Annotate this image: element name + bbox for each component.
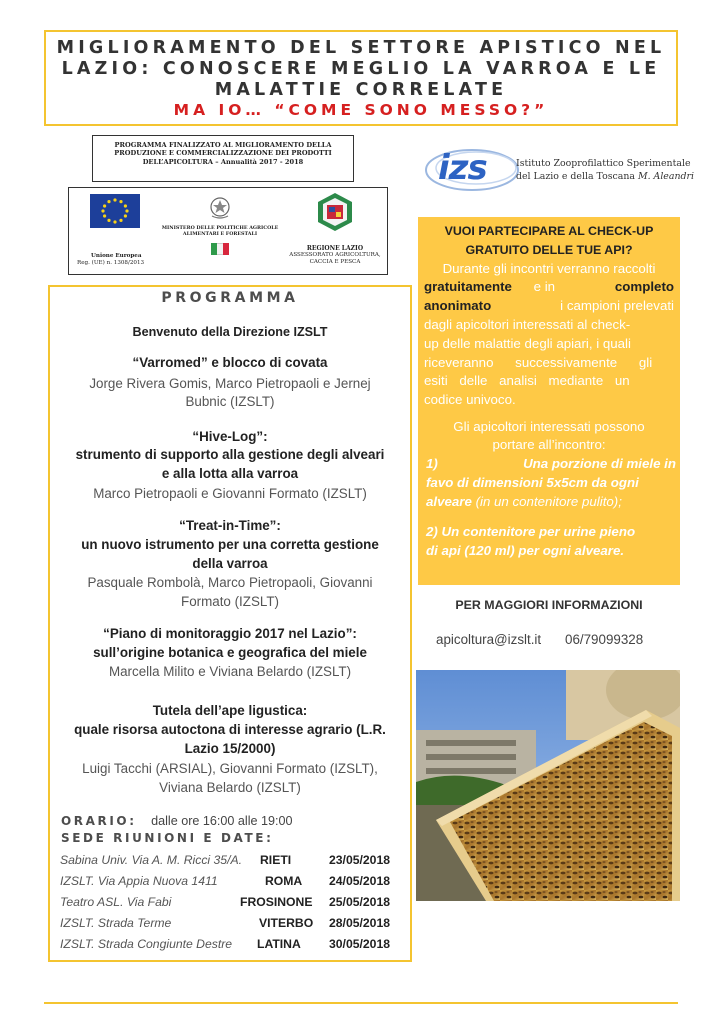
italian-flag-icon xyxy=(211,243,229,255)
program-line-1: PROGRAMMA FINALIZZATO AL MIGLIORAMENTO DELLA xyxy=(114,141,332,149)
talk2-line-2: e alla lotta alla varroa xyxy=(161,466,299,481)
checkup-intro: Durante gli incontri verranno raccolti xyxy=(442,261,656,276)
schedule-row xyxy=(60,892,390,913)
schedule-row xyxy=(60,913,390,934)
talk1-speakers-1: Jorge Rivera Gomis, Marco Pietropaoli e Jernej xyxy=(89,376,371,391)
program-line-3: DELL’APICOLTURA – Annualità 2017 - 2018 xyxy=(142,157,304,166)
orario-label: ORARIO: xyxy=(61,814,137,828)
funding-logos-panel xyxy=(68,133,388,275)
talk1-title xyxy=(50,354,410,373)
checkup-heading-1: VUOI PARTECIPARE AL CHECK-UP xyxy=(444,224,654,238)
talk3-speakers-2: Formato (IZSLT) xyxy=(181,594,279,609)
program-funding-box xyxy=(92,135,354,182)
checkup-bring-2: portare all’incontro: xyxy=(492,437,606,452)
eu-logo-cell xyxy=(73,188,157,274)
schedule-row xyxy=(60,934,390,955)
schedule-location: Sabina Univ. Via A. M. Ricci 35/A. xyxy=(60,853,242,867)
checkup-item2-line-2: di api (120 ml) per ogni alveare. xyxy=(426,543,625,558)
bottom-divider xyxy=(44,1002,678,1004)
izs-logo-text: izs xyxy=(438,148,487,188)
beekeeping-photo xyxy=(416,670,680,901)
programme-box xyxy=(48,285,412,962)
info-heading: PER MAGGIORI INFORMAZIONI xyxy=(455,598,643,612)
checkup-e-in: e in xyxy=(533,279,556,294)
talk5-speakers-1: Luigi Tacchi (ARSIAL), Giovanni Formato (IZSLT), xyxy=(82,761,378,776)
bee-frame-photo-image xyxy=(416,670,680,901)
regione-lazio-crest-icon xyxy=(316,192,354,232)
schedule-date: 23/05/2018 xyxy=(329,853,390,867)
schedule-date: 28/05/2018 xyxy=(329,916,390,930)
checkup-gratuit: gratuitamente xyxy=(424,279,512,294)
checkup-rest-1: dagli apicoltori interessati al check- xyxy=(424,317,631,332)
checkup-rest-5: codice univoco. xyxy=(424,392,516,407)
subtitle: MA IO… “COME SONO MESSO?” xyxy=(173,101,549,119)
welcome-line: Benvenuto della Direzione IZSLT xyxy=(132,325,328,339)
region-sub-1: ASSESSORATO AGRICOLTURA, xyxy=(289,252,381,258)
region-logo-cell xyxy=(283,188,387,274)
talk4-line-1: sull’origine botanica e geografica del miele xyxy=(93,645,367,660)
izs-line-1: Istituto Zooprofilattico Sperimentale xyxy=(516,158,691,169)
checkup-rest-0: i campioni prelevati xyxy=(560,298,674,313)
sede-label: SEDE RIUNIONI E DATE: xyxy=(61,831,274,845)
izs-line-2-text: del Lazio e della Toscana xyxy=(516,171,635,182)
schedule-date: 25/05/2018 xyxy=(329,895,390,909)
schedule-city: VITERBO xyxy=(259,916,314,930)
talk3-title: “Treat-in-Time”: xyxy=(179,518,281,533)
schedule-city: LATINA xyxy=(257,937,301,951)
title-line-1: MIGLIORAMENTO DEL SETTORE APISTICO NEL xyxy=(56,38,666,58)
checkup-panel xyxy=(418,217,680,585)
talk5-line-2: Lazio 15/2000) xyxy=(184,741,276,756)
checkup-completo: completo xyxy=(614,279,674,294)
talk3-line-2: della varroa xyxy=(192,556,268,571)
italian-emblem-icon xyxy=(209,196,231,220)
checkup-rest-3: riceveranno successivamente gli xyxy=(424,355,653,370)
checkup-item1-line-1 xyxy=(426,455,676,474)
talk3-line-1: un nuovo istrumento per una corretta gestione xyxy=(81,537,379,552)
checkup-item1-line-3 xyxy=(426,493,676,512)
orario-row xyxy=(61,812,293,830)
region-sub-2: CACCIA E PESCA xyxy=(309,259,361,265)
talk2-line-1: strumento di supporto alla gestione degli alveari xyxy=(75,447,385,462)
checkup-item1-note: (in un contenitore pulito); xyxy=(475,494,622,509)
ministry-line-2: ALIMENTARI E FORESTALI xyxy=(182,231,258,237)
orario-value: dalle ore 16:00 alle 19:00 xyxy=(151,814,293,828)
checkup-anonimato: anonimato xyxy=(424,298,492,313)
schedule-row xyxy=(60,871,390,892)
eu-flag-icon xyxy=(90,194,140,228)
checkup-line-3 xyxy=(424,297,674,316)
talk5-title: Tutela dell’ape ligustica: xyxy=(152,703,308,718)
info-email[interactable]: apicoltura@izslt.it xyxy=(436,632,542,647)
checkup-heading-2: GRATUITO DELLE TUE API? xyxy=(465,243,633,257)
checkup-rest-2: up delle malattie degli apiari, i quali xyxy=(424,336,631,351)
checkup-item2-line-1: 2) Un contenitore per urine pieno xyxy=(426,524,636,539)
checkup-rest-4: esiti delle analisi mediante un xyxy=(424,373,630,388)
schedule-row xyxy=(60,850,390,871)
logos-row xyxy=(68,187,388,275)
talk5-speakers-2: Viviana Belardo (IZSLT) xyxy=(159,780,301,795)
schedule-location: IZSLT. Via Appia Nuova 1411 xyxy=(60,874,218,888)
title-line-2: LAZIO: CONOSCERE MEGLIO LA VARROA E LE xyxy=(61,59,661,79)
talk1-title-name: “Varromed” xyxy=(132,355,208,370)
checkup-line-2 xyxy=(424,278,674,297)
talk2-speakers: Marco Pietropaoli e Giovanni Formato (IZSLT) xyxy=(93,486,367,501)
schedule-city: ROMA xyxy=(265,874,303,888)
title-box xyxy=(44,30,678,126)
checkup-item1-line-2: favo di dimensioni 5x5cm da ogni xyxy=(426,475,639,490)
talk3-speakers-1: Pasquale Rombolà, Marco Pietropaoli, Giovanni xyxy=(87,575,373,590)
schedule-location: Teatro ASL. Via Fabi xyxy=(60,895,172,909)
schedule-city: RIETI xyxy=(260,853,292,867)
title-line-3: MALATTIE CORRELATE xyxy=(214,80,508,100)
checkup-item1-text-0: Una porzione di miele in xyxy=(523,456,676,471)
talk1-title-rest: e blocco di covata xyxy=(207,355,328,370)
talk4-speakers: Marcella Milito e Viviana Belardo (IZSLT) xyxy=(108,664,352,679)
talk1-speakers-2: Bubnic (IZSLT) xyxy=(185,394,275,409)
eu-label: Unione Europea xyxy=(91,253,142,259)
eu-reg: Reg. (UE) n. 1308/2013 xyxy=(77,260,145,266)
checkup-bring-1: Gli apicoltori interessati possono xyxy=(453,419,645,434)
izs-logo xyxy=(418,144,694,196)
talk5-line-1: quale risorsa autoctona di interesse agrario (L.R. xyxy=(74,722,386,737)
schedule-location: IZSLT. Strada Terme xyxy=(60,916,172,930)
izs-line-2 xyxy=(516,171,694,182)
ministry-line-1: MINISTERO DELLE POLITICHE AGRICOLE xyxy=(161,225,279,231)
schedule-date: 30/05/2018 xyxy=(329,937,390,951)
checkup-item1-text-2: alveare xyxy=(426,494,472,509)
schedule-list xyxy=(60,850,390,960)
checkup-item1-num: 1) xyxy=(426,456,438,471)
schedule-date: 24/05/2018 xyxy=(329,874,390,888)
schedule-location: IZSLT. Strada Congiunte Destre xyxy=(60,937,233,951)
ministry-logo-cell xyxy=(161,188,279,274)
region-label: REGIONE LAZIO xyxy=(306,245,364,252)
program-line-2: PRODUZIONE E COMMERCIALIZZAZIONE DEI PRODOTTI xyxy=(114,149,332,158)
izs-line-2-name: M. Aleandri xyxy=(637,171,694,182)
talk4-title: “Piano di monitoraggio 2017 nel Lazio”: xyxy=(103,626,357,641)
talk2-title: “Hive-Log”: xyxy=(192,429,268,444)
programme-heading: PROGRAMMA xyxy=(161,290,299,306)
info-phone[interactable]: 06/79099328 xyxy=(565,632,644,647)
schedule-city: FROSINONE xyxy=(240,895,313,909)
